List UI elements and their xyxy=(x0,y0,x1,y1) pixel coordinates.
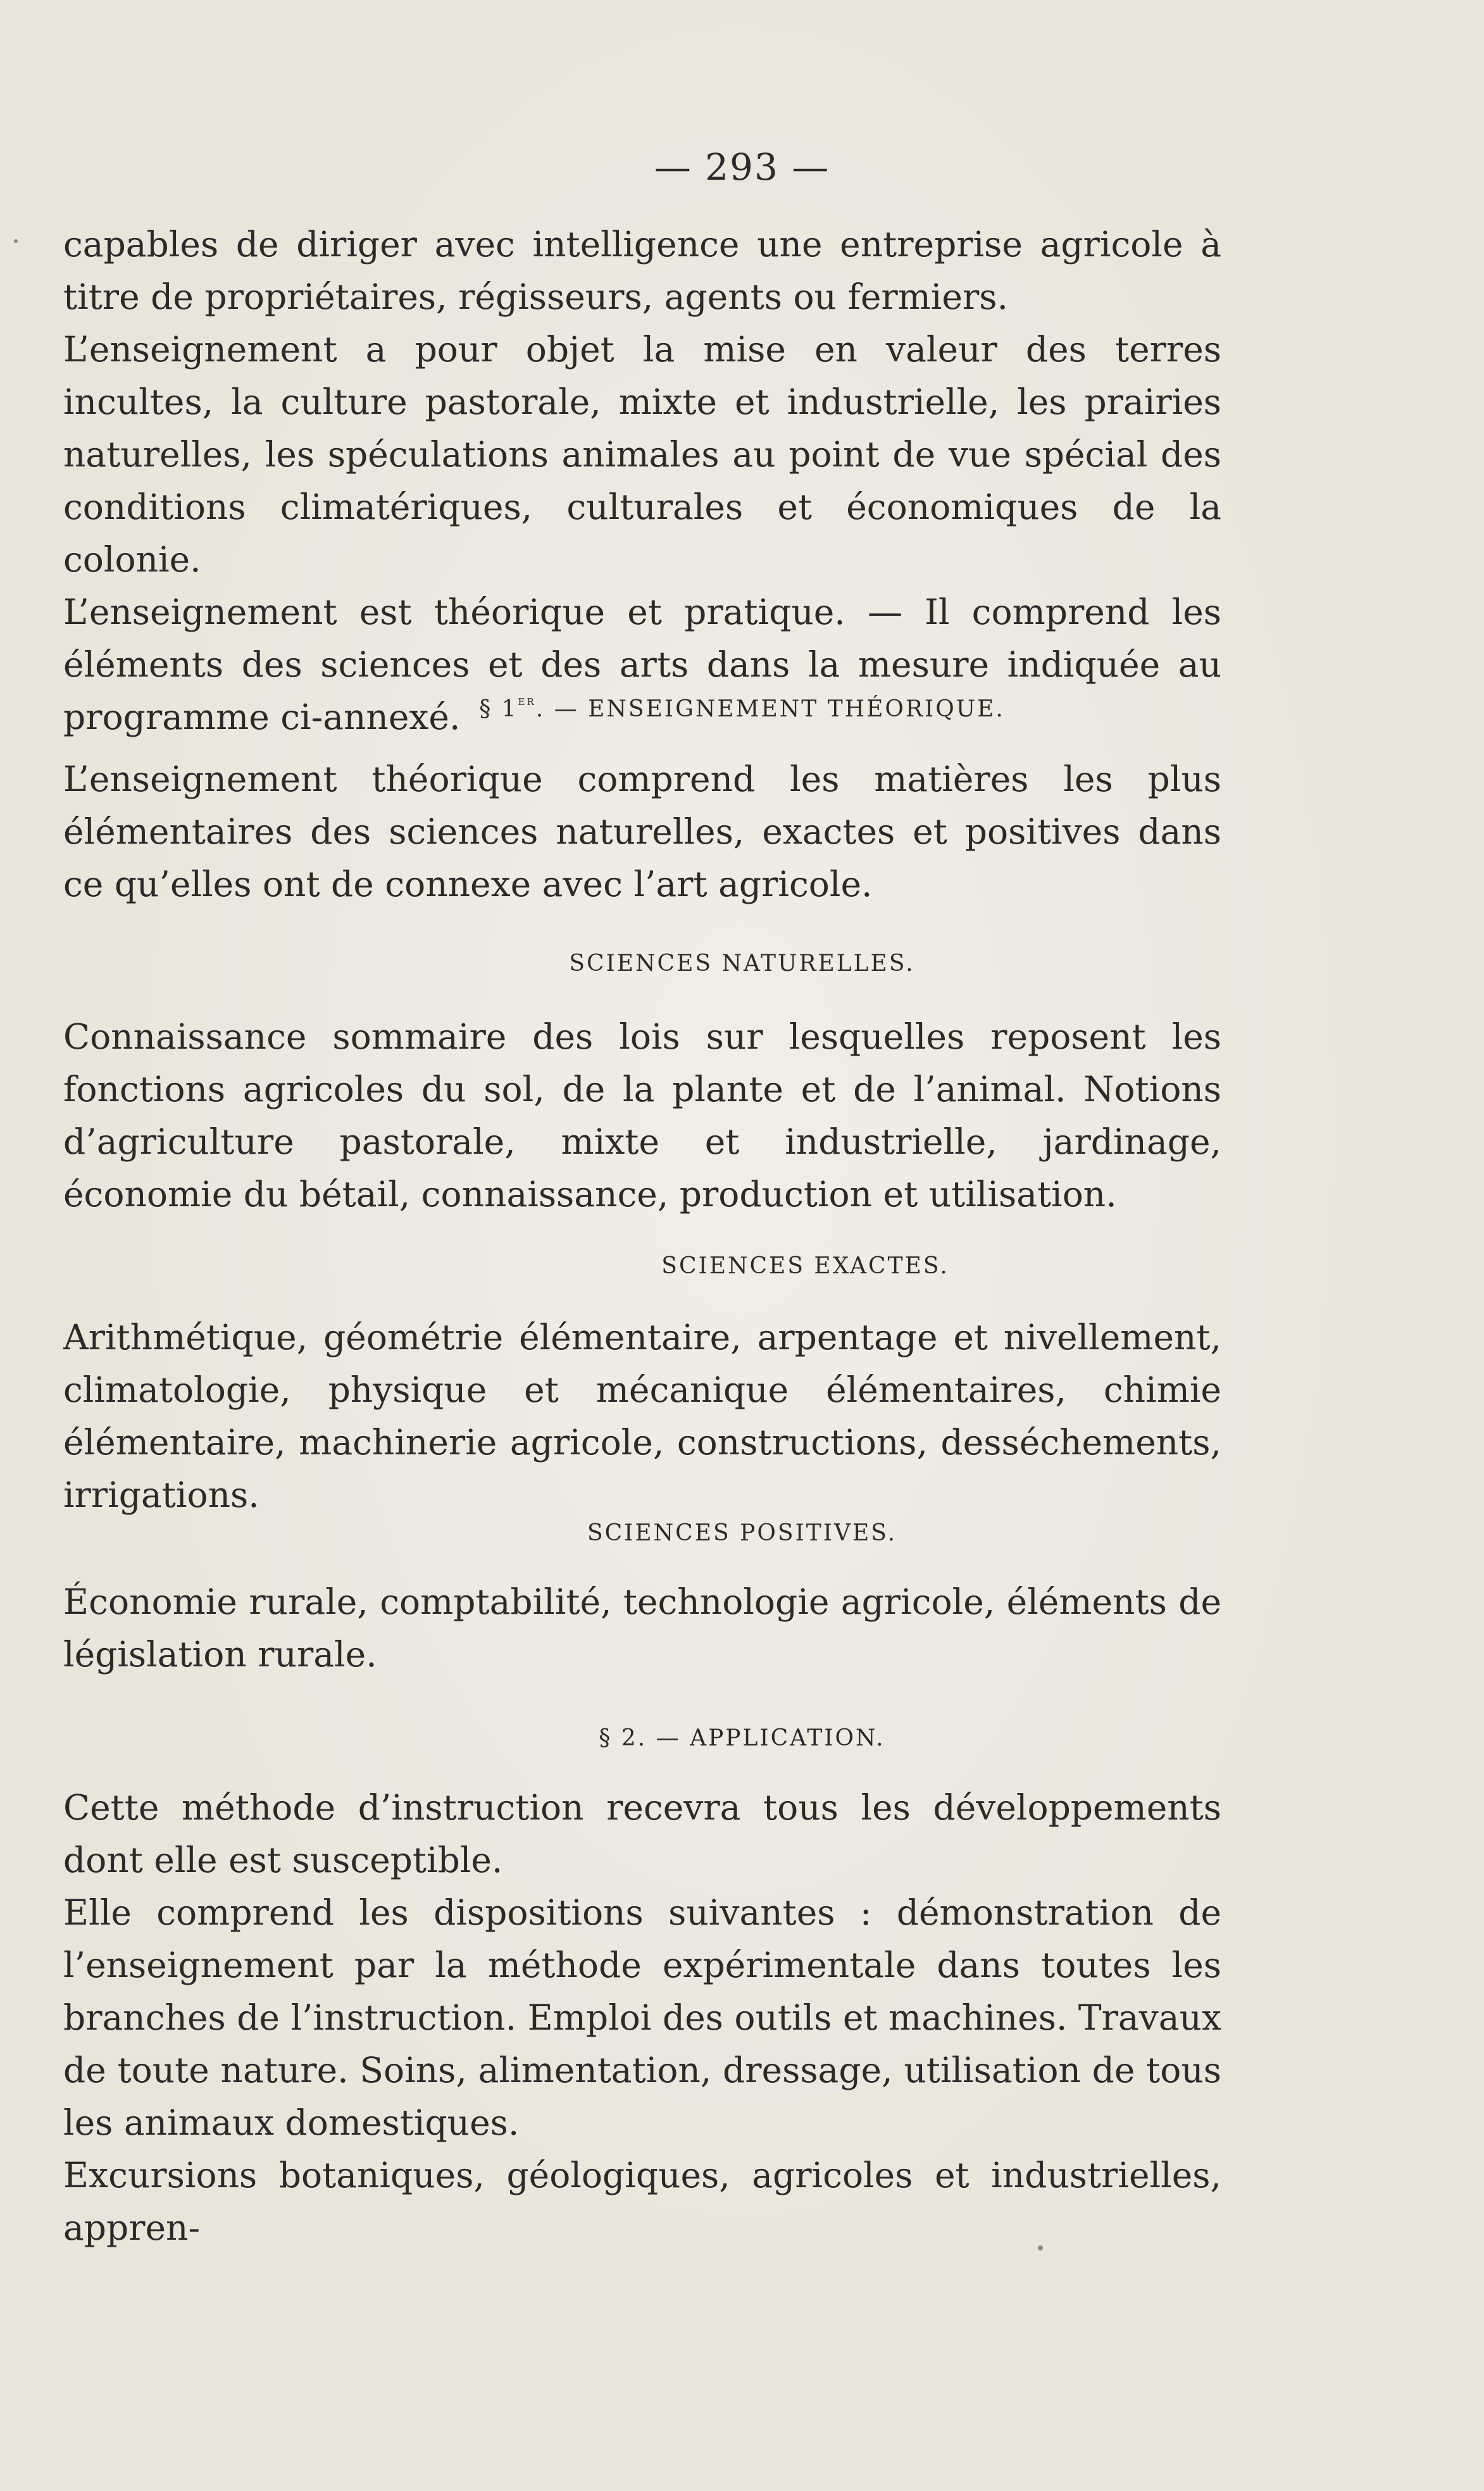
paragraph-opening: capables de diriger avec intelligence une entreprise agricole à titre de propriétaires, régisseurs, agents ou fermiers. xyxy=(63,224,1221,317)
section-1-title: . — ENSEIGNEMENT THÉORIQUE. xyxy=(535,696,1005,722)
section-1-symbol: § 1 xyxy=(479,696,518,722)
page-number: — 293 — xyxy=(654,146,830,189)
paragraph-sciences-naturelles: Connaissance sommaire des lois sur lesquelles reposent les fonctions agricoles du sol, de la plante et de l’animal. Notions d’agriculture pastorale, mixte et industrielle, jardinage, économie du bétail, connaissance, production et utilisation. xyxy=(63,1016,1221,1214)
section-1-heading xyxy=(0,693,1484,722)
paragraph-sciences-positives: Économie rurale, comptabilité, technologie agricole, éléments de législation rurale. xyxy=(63,1582,1221,1675)
paper-speck xyxy=(14,239,18,243)
subheading-sciences-positives: SCIENCES POSITIVES. xyxy=(587,1520,897,1546)
subheading-sciences-naturelles: SCIENCES NATURELLES. xyxy=(569,951,915,977)
paragraph-dispositions: Elle comprend les dispositions suivantes : démonstration de l’enseignement par la méthode expérimentale dans toutes les branches de l’instruction. Emploi des outils et machines. Travaux de toute nature. Soins, alimentation, dressage, utilisation de tous les animaux domestiques. xyxy=(63,1892,1221,2143)
subheading-sciences-exactes: SCIENCES EXACTES. xyxy=(661,1253,949,1279)
section-1-sup: er xyxy=(518,693,536,709)
paragraph-theorique-pratique: L’enseignement est théorique et pratique. — Il comprend les éléments des sciences et des arts dans la mesure indiquée au programme ci-annexé. xyxy=(63,592,1221,737)
paragraph-sciences-exactes: Arithmétique, géométrie élémentaire, arpentage et nivellement, climatologie, physique et mécanique élémentaires, chimie élémentaire, machinerie agricole, constructions, desséchements, irrigations. xyxy=(63,1317,1221,1515)
section-1-text-block xyxy=(63,753,1221,911)
section-2-heading: § 2. — APPLICATION. xyxy=(599,1725,885,1751)
paragraph-methode-instruction: Cette méthode d’instruction recevra tous les développements dont elle est susceptible. xyxy=(63,1787,1221,1880)
application-text-block xyxy=(63,1782,1221,2254)
exactes-text-block xyxy=(63,1311,1221,1521)
naturelles-text-block xyxy=(63,1011,1221,1221)
positives-text-block xyxy=(63,1576,1221,1681)
paragraph-objet: L’enseignement a pour objet la mise en valeur des terres incultes, la culture pastorale, mixte et industrielle, les prairies naturelles, les spéculations animales au point de vue spécial des conditions climatériques, culturales et économiques de la colonie. xyxy=(63,329,1221,580)
paragraph-enseignement-theorique: L’enseignement théorique comprend les matières les plus élémentaires des sciences naturelles, exactes et positives dans ce qu’elles ont de connexe avec l’art agricole. xyxy=(63,759,1221,904)
opening-text-block xyxy=(63,218,1221,744)
paragraph-excursions: Excursions botaniques, géologiques, agricoles et industrielles, appren- xyxy=(63,2155,1221,2248)
paper-speck xyxy=(1038,2245,1043,2251)
